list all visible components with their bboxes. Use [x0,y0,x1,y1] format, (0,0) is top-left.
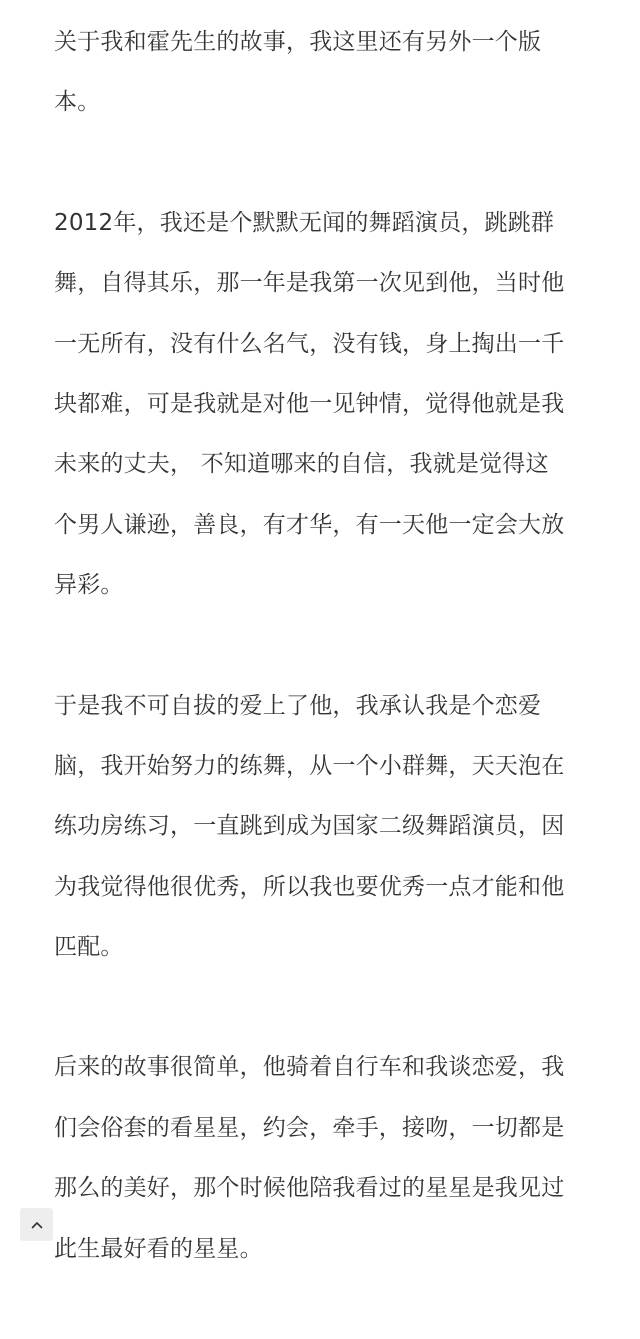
text-line: 脑，我开始努力的练舞，从一个小群舞，天天泡在 [54,752,565,779]
text-line: 后来的故事很简单，他骑着自行车和我谈恋爱，我 [54,1054,565,1081]
text-line: 异彩。 [54,572,124,599]
text-line: 练功房练习，一直跳到成为国家二级舞蹈演员，因 [54,813,565,840]
text-line: 舞，自得其乐，那一年是我第一次见到他，当时他 [54,270,565,297]
text-line: 此生最好看的星星。 [54,1235,263,1262]
text-line: 于是我不可自拔的爱上了他，我承认我是个恋爱 [54,692,542,719]
text-line: 关于我和霍先生的故事，我这里还有另外一个版 [54,29,542,55]
article-body [54,12,586,1339]
text-line: 们会俗套的看星星，约会，牵手，接吻，一切都是 [54,1114,565,1141]
text-line: 本。 [54,89,101,116]
back-to-top-button[interactable] [20,1208,53,1241]
paragraph-4 [54,1037,586,1279]
paragraph-2 [54,193,586,616]
paragraph-3 [54,676,586,978]
text-line: 未来的丈夫， 不知道哪来的自信，我就是觉得这 [54,451,549,478]
text-line: 那么的美好，那个时候他陪我看过的星星是我见过 [54,1175,565,1202]
text-line: 匹配。 [54,934,124,961]
text-line: 个男人谦逊，善良，有才华，有一天他一定会大放 [54,511,565,538]
chevron-up-icon [30,1218,44,1232]
text-line: 为我觉得他很优秀，所以我也要优秀一点才能和他 [54,873,565,900]
text-line: 一无所有，没有什么名气，没有钱，身上掏出一千 [54,330,565,357]
text-line: 块都难，可是我就是对他一见钟情，觉得他就是我 [54,390,565,417]
paragraph-1 [54,12,586,133]
text-line: 2012年，我还是个默默无闻的舞蹈演员，跳跳群 [54,209,555,236]
